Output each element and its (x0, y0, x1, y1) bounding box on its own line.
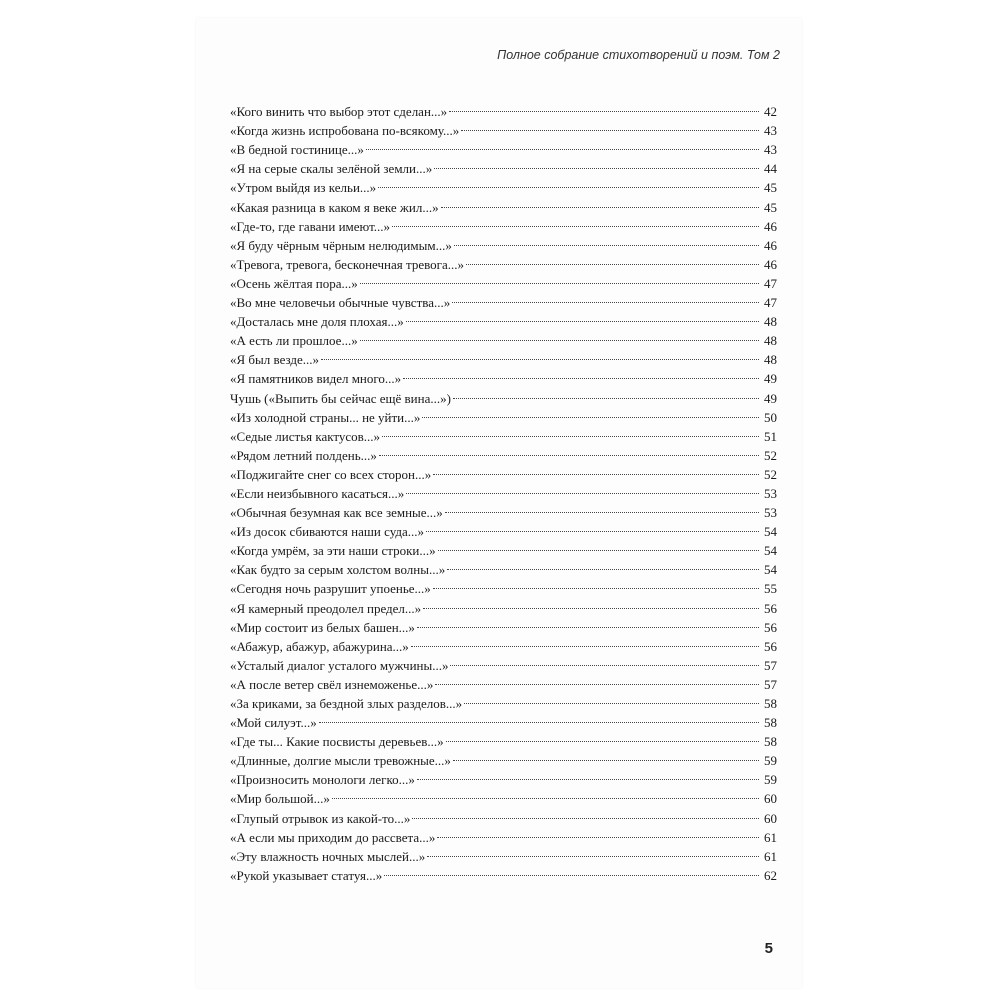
toc-entry-title: «Я памятников видел много...» (230, 371, 402, 387)
toc-dot-leader (434, 154, 759, 173)
toc-entry-title: «Усталый диалог усталого мужчины...» (230, 657, 449, 673)
toc-dot-leader (379, 441, 759, 460)
toc-entry-title: «Во мне человечьи обычные чувства...» (230, 295, 451, 311)
toc-entry-title: «Я на серые скалы зелёной земли...» (230, 161, 433, 177)
toc-entry-page: 45 (764, 180, 777, 196)
toc-dot-leader (417, 613, 759, 632)
toc-dot-leader (438, 536, 759, 555)
toc-entry-title: «Эту влажность ночных мыслей...» (230, 848, 426, 864)
toc-entry-title: «Осень жёлтая пора...» (230, 275, 358, 291)
toc-entry-page: 52 (764, 466, 777, 482)
toc-entry-page: 54 (764, 543, 777, 559)
toc-entry-page: 57 (764, 676, 777, 692)
toc-dot-leader (449, 97, 759, 116)
toc-dot-leader (412, 803, 759, 822)
toc-entry-title: «Я камерный преодолел предел...» (230, 600, 422, 616)
toc-dot-leader (447, 555, 759, 574)
toc-dot-leader (403, 364, 759, 383)
toc-dot-leader (452, 288, 759, 307)
toc-dot-leader (382, 422, 759, 441)
toc-entry-title: «Я буду чёрным чёрным нелюдимым...» (230, 237, 452, 253)
toc-entry-title: «В бедной гостинице...» (230, 142, 364, 158)
toc-entry-page: 62 (764, 867, 777, 883)
toc-entry-page: 54 (764, 562, 777, 578)
toc-entry-page: 48 (764, 352, 777, 368)
toc-entry-page: 56 (764, 619, 777, 635)
toc-entry-page: 53 (764, 485, 777, 501)
toc-dot-leader (360, 269, 759, 288)
toc-dot-leader (378, 173, 759, 192)
toc-entry-title: «Тревога, тревога, бесконечная тревога...» (230, 256, 464, 272)
toc-dot-leader (423, 593, 759, 612)
toc-entry-title: «Мир большой...» (230, 791, 330, 807)
toc-dot-leader (433, 460, 759, 479)
running-header: Полное собрание стихотворений и поэм. Том 2 (497, 48, 780, 62)
toc-entry-title: «Абажур, абажур, абажурина...» (230, 638, 409, 654)
toc-dot-leader (435, 670, 759, 689)
toc-dot-leader (422, 403, 759, 422)
toc-dot-leader (411, 632, 759, 651)
toc-dot-leader (441, 192, 759, 211)
toc-entry-page: 49 (764, 390, 777, 406)
toc-entry-page: 56 (764, 638, 777, 654)
toc-entry-title: «За криками, за бездной злых разделов...» (230, 696, 463, 711)
toc-entry-page: 48 (764, 333, 777, 349)
toc-entry-title: «Какая разница в каком я веке жил...» (230, 199, 439, 215)
toc-dot-leader (433, 574, 759, 593)
toc-entry-title: «Из досок сбиваются наши суда...» (230, 524, 425, 540)
toc-entry-page: 47 (764, 275, 777, 291)
toc-dot-leader (417, 765, 759, 784)
toc-entry-title: «Произносить монологи легко...» (230, 772, 415, 788)
table-of-contents (230, 97, 777, 883)
toc-entry-title: «Сегодня ночь разрушит упоенье...» (230, 581, 431, 597)
toc-dot-leader (360, 326, 759, 345)
toc-entry-title: «Я был везде...» (230, 352, 320, 368)
toc-dot-leader (461, 116, 759, 135)
toc-entry-page: 54 (764, 524, 777, 540)
toc-entry-title: «А если мы приходим до рассвета...» (230, 829, 436, 845)
toc-entry-title: «А после ветер свёл изнеможенье...» (230, 676, 434, 692)
toc-entry-page: 61 (764, 829, 777, 845)
toc-entry-page: 44 (764, 161, 777, 177)
toc-dot-leader (406, 307, 759, 326)
toc-entry-title: «Седые листья кактусов...» (230, 428, 381, 444)
toc-dot-leader (366, 135, 759, 154)
toc-entry-page: 46 (764, 218, 777, 234)
toc-entry-title: «Где-то, где гавани имеют...» (230, 218, 391, 234)
toc-entry-title: «Поджигайте снег со всех сторон...» (230, 466, 432, 482)
toc-dot-leader (426, 517, 759, 536)
toc-entry (230, 97, 777, 120)
toc-dot-leader (392, 212, 759, 231)
toc-entry-page: 46 (764, 256, 777, 272)
toc-entry-title: Чушь («Выпить бы сейчас ещё вина...») (230, 390, 451, 406)
toc-entry-title: «Из холодной страны... не уйти...» (230, 409, 421, 425)
toc-entry-page: 52 (764, 447, 777, 463)
toc-entry-page: 57 (764, 657, 777, 673)
toc-dot-leader (466, 250, 759, 269)
toc-entry-page: 43 (764, 123, 777, 139)
toc-dot-leader (450, 651, 759, 670)
toc-entry-page: 43 (764, 142, 777, 158)
toc-entry-title: «А есть ли прошлое...» (230, 333, 358, 349)
toc-entry-page: 49 (764, 371, 777, 387)
page-number: 5 (764, 940, 773, 957)
toc-entry-page: 61 (764, 848, 777, 864)
toc-entry-title: «Если неизбывного касаться...» (230, 485, 405, 501)
toc-entry-title: «Длинные, долгие мысли тревожные...» (230, 753, 451, 769)
toc-entry-title: «Как будто за серым холстом волны...» (230, 562, 446, 578)
toc-entry-page: 48 (764, 314, 777, 330)
toc-entry-page: 42 (764, 104, 777, 120)
toc-dot-leader (437, 823, 759, 842)
toc-entry-page: 58 (764, 734, 777, 750)
toc-entry-title: «Обычная безумная как все земные...» (230, 505, 443, 521)
toc-entry-title: «Досталась мне доля плохая...» (230, 314, 404, 330)
toc-dot-leader (454, 231, 759, 250)
toc-entry-page: 45 (764, 199, 777, 215)
toc-entry-title: «Когда умрём, за эти наши строки...» (230, 543, 436, 559)
toc-entry-page: 60 (764, 810, 777, 826)
toc-entry-title: «Где ты... Какие посвисты деревьев...» (230, 734, 444, 750)
toc-entry-page: 60 (764, 791, 777, 807)
toc-entry-page: 46 (764, 237, 777, 253)
toc-entry-page: 50 (764, 409, 777, 425)
toc-entry-page: 58 (764, 696, 777, 711)
toc-entry-page: 59 (764, 772, 777, 788)
toc-dot-leader (427, 842, 759, 861)
toc-dot-leader (384, 861, 759, 880)
toc-dot-leader (446, 727, 759, 746)
toc-entry-title: «Мир состоит из белых башен...» (230, 619, 415, 635)
toc-entry-page: 55 (764, 581, 777, 597)
toc-dot-leader (464, 689, 759, 708)
toc-dot-leader (319, 708, 759, 727)
toc-dot-leader (453, 746, 759, 765)
toc-entry-page: 51 (764, 428, 777, 444)
toc-entry-page: 58 (764, 715, 777, 731)
toc-entry-page: 47 (764, 295, 777, 311)
toc-entry-title: «Глупый отрывок из какой-то...» (230, 810, 411, 826)
toc-dot-leader (445, 498, 759, 517)
toc-entry-title: «Рукой указывает статуя...» (230, 867, 383, 883)
toc-dot-leader (332, 784, 759, 803)
toc-entry-page: 59 (764, 753, 777, 769)
toc-entry-title: «Когда жизнь испробована по-всякому...» (230, 123, 460, 139)
toc-entry-title: «Утром выйдя из кельи...» (230, 180, 377, 196)
toc-entry-title: «Мой силуэт...» (230, 715, 317, 731)
toc-dot-leader (406, 479, 759, 498)
toc-entry-title: «Кого винить что выбор этот сделан...» (230, 104, 448, 120)
toc-dot-leader (321, 345, 759, 364)
toc-entry-page: 53 (764, 505, 777, 521)
toc-entry-page: 56 (764, 600, 777, 616)
toc-dot-leader (453, 383, 759, 402)
toc-entry-title: «Рядом летний полдень...» (230, 447, 377, 463)
